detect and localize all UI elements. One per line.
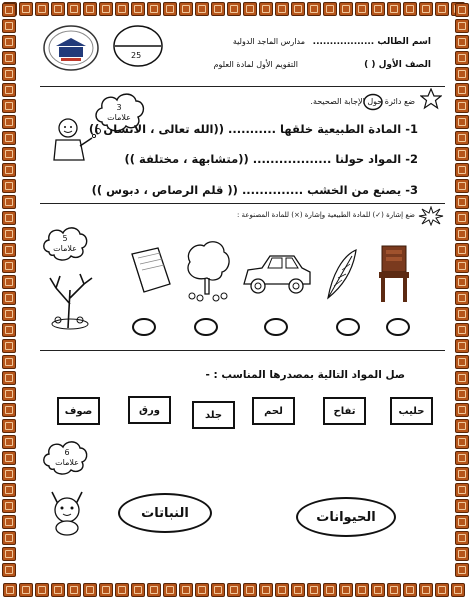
child-writing-icon xyxy=(48,116,94,166)
border-tile xyxy=(2,131,16,145)
border-tile xyxy=(455,403,469,417)
border-tile xyxy=(243,2,257,16)
border-tile xyxy=(455,227,469,241)
source-oval-animals[interactable]: الحيوانات xyxy=(296,497,396,537)
border-tile xyxy=(455,259,469,273)
border-tile xyxy=(371,2,385,16)
answer-oval[interactable] xyxy=(336,318,360,336)
border-tile xyxy=(455,163,469,177)
border-tile xyxy=(435,2,449,16)
decorative-border-left xyxy=(2,0,18,601)
border-tile xyxy=(2,227,16,241)
border-tile xyxy=(2,307,16,321)
border-tile xyxy=(2,67,16,81)
word-box-paper[interactable]: ورق xyxy=(128,396,171,424)
border-tile xyxy=(455,195,469,209)
border-tile xyxy=(211,2,225,16)
border-tile xyxy=(2,483,16,497)
border-tile xyxy=(455,3,469,17)
border-tile xyxy=(455,307,469,321)
border-tile xyxy=(35,2,49,16)
border-tile xyxy=(163,583,177,597)
border-tile xyxy=(115,2,129,16)
border-tile xyxy=(455,179,469,193)
border-tile xyxy=(2,259,16,273)
section3-instruction: صل المواد التالية بمصدرها المناسب : - xyxy=(205,369,405,381)
border-tile xyxy=(455,323,469,337)
border-tile xyxy=(387,2,401,16)
word-box-apple[interactable]: تفاح xyxy=(323,397,366,425)
border-tile xyxy=(455,35,469,49)
border-tile xyxy=(2,499,16,513)
border-tile xyxy=(2,323,16,337)
dry-branch-icon xyxy=(44,270,96,330)
border-tile xyxy=(2,451,16,465)
feather-icon xyxy=(322,246,360,302)
border-tile xyxy=(163,2,177,16)
section3-marks-number: 6 xyxy=(64,448,70,457)
border-tile xyxy=(455,371,469,385)
border-tile xyxy=(2,531,16,545)
border-tile xyxy=(2,291,16,305)
school-name: مدارس الماجد الدولية xyxy=(232,37,305,46)
border-tile xyxy=(455,563,469,577)
cartoon-character-icon xyxy=(46,486,88,536)
border-tile xyxy=(179,2,193,16)
border-tile xyxy=(2,147,16,161)
question-1: 1- المادة الطبيعية خلقها ........... ((الله تعالى ، الانسان )) xyxy=(88,122,418,136)
border-tile xyxy=(2,355,16,369)
word-box-meat[interactable]: لحم xyxy=(252,397,295,425)
border-tile xyxy=(2,403,16,417)
section-divider xyxy=(40,350,445,351)
border-tile xyxy=(275,2,289,16)
border-tile xyxy=(2,435,16,449)
answer-oval[interactable] xyxy=(132,318,156,336)
section3-marks-word: علامات xyxy=(55,458,79,467)
border-tile xyxy=(2,115,16,129)
border-tile xyxy=(403,2,417,16)
border-tile xyxy=(455,499,469,513)
border-tile xyxy=(355,583,369,597)
section2-instruction: ضع إشارة (✓) للمادة الطبيعية وإشارة (×) للمادة المصنوعة : xyxy=(236,211,415,219)
border-tile xyxy=(2,371,16,385)
border-tile xyxy=(2,51,16,65)
section2-marks-word: علامات xyxy=(53,244,77,253)
section-divider xyxy=(40,203,445,204)
border-tile xyxy=(2,243,16,257)
border-tile xyxy=(455,451,469,465)
border-tile xyxy=(455,467,469,481)
border-tile xyxy=(2,179,16,193)
border-tile xyxy=(291,583,305,597)
border-tile xyxy=(419,2,433,16)
assessment-title: التقويم الأول لمادة العلوم xyxy=(213,60,298,69)
border-tile xyxy=(131,583,145,597)
border-tile xyxy=(259,2,273,16)
border-tile xyxy=(371,583,385,597)
border-tile xyxy=(19,2,33,16)
border-tile xyxy=(227,2,241,16)
border-tile xyxy=(2,339,16,353)
border-tile xyxy=(195,2,209,16)
border-tile xyxy=(83,583,97,597)
border-tile xyxy=(455,419,469,433)
border-tile xyxy=(403,583,417,597)
border-tile xyxy=(455,515,469,529)
border-tile xyxy=(2,211,16,225)
border-tile xyxy=(455,19,469,33)
border-tile xyxy=(455,99,469,113)
word-box-wool[interactable]: صوف xyxy=(57,397,100,425)
border-tile xyxy=(339,2,353,16)
border-tile xyxy=(2,387,16,401)
border-tile xyxy=(455,67,469,81)
section1-marks-number: 3 xyxy=(116,103,122,112)
tree-icon xyxy=(182,238,232,302)
word-box-leather[interactable]: جلد xyxy=(192,401,235,429)
border-tile xyxy=(455,131,469,145)
answer-oval[interactable] xyxy=(264,318,288,336)
border-tile xyxy=(259,583,273,597)
student-name-field: اسم الطالب .................. xyxy=(312,37,431,47)
border-tile xyxy=(147,583,161,597)
border-tile xyxy=(2,515,16,529)
border-tile xyxy=(67,2,81,16)
answer-oval[interactable] xyxy=(386,318,410,336)
question-2: 2- المواد حولنا .................. ((متشابهة ، مختلفة )) xyxy=(124,152,418,166)
border-tile xyxy=(67,583,81,597)
border-tile xyxy=(307,2,321,16)
border-tile xyxy=(455,243,469,257)
border-tile xyxy=(455,435,469,449)
border-tile xyxy=(387,583,401,597)
border-tile xyxy=(455,147,469,161)
border-tile xyxy=(35,583,49,597)
border-tile xyxy=(455,51,469,65)
border-tile xyxy=(455,483,469,497)
section1-instruction: ضع دائرة حول الإجابة الصحيحة. xyxy=(310,97,415,106)
border-tile xyxy=(115,583,129,597)
border-tile xyxy=(339,583,353,597)
border-tile xyxy=(19,583,33,597)
border-tile xyxy=(2,547,16,561)
answer-oval[interactable] xyxy=(194,318,218,336)
border-tile xyxy=(323,2,337,16)
border-tile xyxy=(99,2,113,16)
section-divider xyxy=(40,86,445,87)
chair-icon xyxy=(376,242,412,304)
border-tile xyxy=(355,2,369,16)
car-icon xyxy=(240,244,314,302)
border-tile xyxy=(2,35,16,49)
score-circle xyxy=(112,24,164,68)
border-tile xyxy=(243,583,257,597)
decorative-border-bottom xyxy=(0,583,473,599)
border-tile xyxy=(131,2,145,16)
decorative-border-right xyxy=(455,0,471,601)
circle-icon xyxy=(362,93,384,111)
border-tile xyxy=(307,583,321,597)
border-tile xyxy=(51,583,65,597)
border-tile xyxy=(2,195,16,209)
border-tile xyxy=(99,583,113,597)
border-tile xyxy=(455,211,469,225)
border-tile xyxy=(2,419,16,433)
border-tile xyxy=(435,583,449,597)
score-total: 25 xyxy=(131,51,142,60)
burst-icon xyxy=(418,206,444,226)
border-tile xyxy=(455,115,469,129)
border-tile xyxy=(2,275,16,289)
border-tile xyxy=(455,275,469,289)
border-tile xyxy=(179,583,193,597)
border-tile xyxy=(275,583,289,597)
border-tile xyxy=(455,339,469,353)
word-box-milk[interactable]: حليب xyxy=(390,397,433,425)
border-tile xyxy=(455,83,469,97)
decorative-border-top xyxy=(0,2,473,18)
border-tile xyxy=(455,387,469,401)
border-tile xyxy=(211,583,225,597)
border-tile xyxy=(2,163,16,177)
source-oval-plants[interactable]: النباتات xyxy=(118,493,212,533)
border-tile xyxy=(2,99,16,113)
border-tile xyxy=(323,583,337,597)
border-tile xyxy=(2,3,16,17)
border-tile xyxy=(455,531,469,545)
question-3: 3- يصنع من الخشب .............. (( قلم الرصاص ، دبوس )) xyxy=(91,183,418,197)
border-tile xyxy=(147,2,161,16)
border-tile xyxy=(455,291,469,305)
star-icon xyxy=(420,88,442,110)
border-tile xyxy=(2,563,16,577)
school-logo xyxy=(42,24,100,72)
border-tile xyxy=(51,2,65,16)
border-tile xyxy=(455,547,469,561)
border-tile xyxy=(2,83,16,97)
border-tile xyxy=(455,355,469,369)
border-tile xyxy=(83,2,97,16)
border-tile xyxy=(2,467,16,481)
border-tile xyxy=(291,2,305,16)
section1-marks-word: علامات xyxy=(107,113,131,122)
border-tile xyxy=(195,583,209,597)
notebook-icon xyxy=(128,244,174,296)
grade-field: الصف الأول ( ) xyxy=(364,60,431,70)
border-tile xyxy=(419,583,433,597)
border-tile xyxy=(227,583,241,597)
section2-marks-number: 5 xyxy=(62,234,68,243)
border-tile xyxy=(2,19,16,33)
